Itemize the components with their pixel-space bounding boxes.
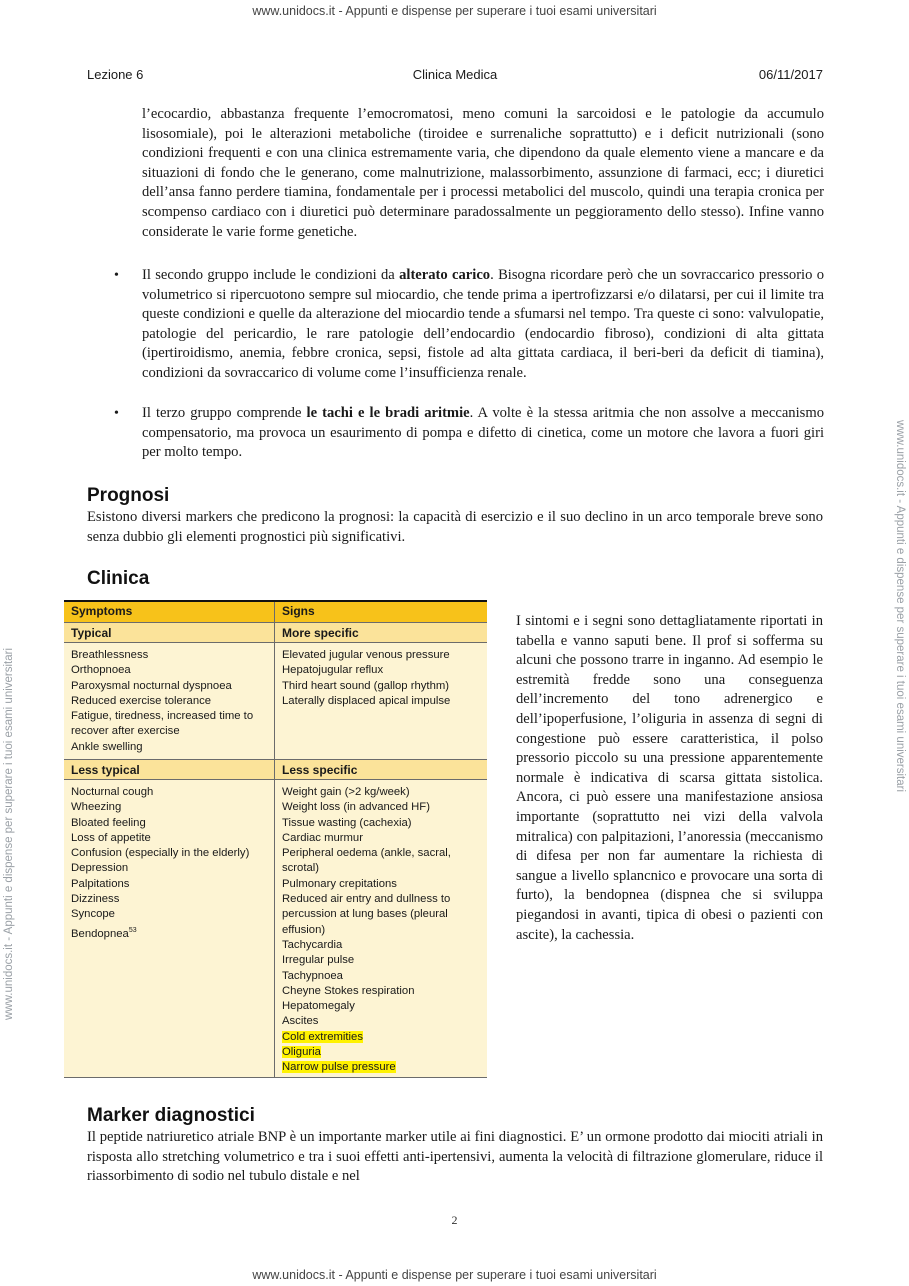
list-item: Weight gain (>2 kg/week) [282,786,410,798]
list-item: Ascites [282,1015,319,1028]
less-typical-list [71,785,268,942]
symptoms-signs-table [64,600,487,1078]
table-bottom-border [64,1077,487,1078]
signs-column [275,602,487,1078]
list-item: Fatigue, tiredness, increased time to recover after exercise [71,710,254,738]
list-item: Orthopnoea [71,664,131,677]
list-item: Irregular pulse [282,954,355,967]
less-typical-subheader: Less typical [64,759,274,780]
bold-term: le tachi e le bradi aritmie [306,405,470,421]
symptoms-header: Symptoms [64,602,274,622]
page-header [87,67,823,85]
bullet-paragraph-alterato-carico: Il secondo gruppo include le condizioni da alterato carico. Bisogna ricordare però che un sovraccarico pressorio o volumetrico si ripercuotono sempre sul miocardio, che tende prima a ipertrofizzarsi e/o dilatarsi, per cui il limite tra queste condizioni e quelle da alterazione del miocardio tende a sfumarsi nel tempo. Tra queste ci sono: valvulopatie, patologie del pericardio, le rare patologie dell’endocardio (endocardio fibroso), condizioni di alta gittata (ipertiroidismo, anemia, febbre cronica, sepsi, fistole ad alta gittata cardiaca, il beri-beri da deficit di tiamina), condizioni da sovraccarico di volume come l’insufficienza renale. [142,267,825,381]
typical-list [71,648,268,755]
right-side-watermark: www.unidocs.it - Appunti e dispense per superare i tuoi esami universitari [894,420,906,793]
page-number: 2 [451,1213,458,1227]
list-item: Hepatojugular reflux [282,664,384,677]
footnote-ref: 53 [128,926,137,934]
section-heading-clinica: Clinica [87,568,150,589]
list-item: Laterally displaced apical impulse [282,694,451,707]
list-item-highlighted: Oliguria [282,1046,321,1059]
list-item: Peripheral oedema (ankle, sacral, scrotal) [282,847,451,875]
list-item: Third heart sound (gallop rhythm) [282,679,450,692]
bold-term: alterato carico [399,267,491,283]
list-item: Pulmonary crepitations [282,877,397,890]
header-course: Clinica Medica [412,67,498,82]
list-item: Hepatomegaly [282,1000,355,1013]
signs-header: Signs [275,602,487,622]
list-item: Tachycardia [282,938,343,951]
less-specific-subheader: Less specific [275,759,487,780]
list-item: Nocturnal cough [71,786,154,798]
section-heading-marker: Marker diagnostici [87,1105,255,1126]
bottom-watermark-banner: www.unidocs.it - Appunti e dispense per superare i tuoi esami universitari [252,1268,657,1282]
clinica-side-paragraph: I sintomi e i segni sono dettagliatamente riportati in tabella e vanno saputi bene. Il prof si sofferma su alcuni che possono trarre in inganno. Ad esempio le estremità fredde sono una conseguenza dell’incremento del tono adrenergico e dell’ipoperfusione, l’oliguria in assenza di segni di congestione può essere caratteristica, il polso pressorio piccolo su una pressione apparentemente normale è indicativa di scarsa gittata sistolica. Ancora, ci può essere una manifestazione ansiosa importante (soprattutto nei vizi della valvola mitralica) con palpitazioni, l’anoressia (meccanismo di difesa per non far aumentare la richiesta di sangue a livello splancnico e provocare una sorta di furto), la bendopnea (dispnea che si sviluppa piegandosi in avanti, tipica di obesi o pazienti con ascite), la cachessia. [516,613,823,943]
list-item: Tachypnoea [282,969,343,982]
list-item: Reduced air entry and dullness to percussion at lung bases (pleural effusion) [282,893,451,936]
list-item: Confusion (especially in the elderly) [71,847,250,860]
list-item-highlighted: Narrow pulse pressure [282,1061,396,1074]
list-item: Breathlessness [71,649,149,661]
list-item: Loss of appetite [71,831,151,844]
list-item: Bloated feeling [71,816,146,829]
marker-paragraph: Il peptide natriuretico atriale BNP è un importante marker utile ai fini diagnostici. E’ un ormone prodotto dai miociti atriali in risposta allo stretching volumetrico e tra i suoi effetti anti-ipertensivi, aumenta la velocità di filtrazione glomerulare, riduce il riassorbimento di sodio nel tubulo distale e nel [87,1129,823,1185]
more-specific-list [282,648,481,709]
intro-paragraph: l’ecocardio, abbastanza frequente l’emocromatosi, meno comuni la sarcoidosi e le patologie da accumulo lisosomiale), poi le alterazioni metaboliche (tiroidee e surrenaliche soprattutto) e i deficit nutrizionali (sono condizioni frequenti e con una clinica estremamente varia, che dipendono da quale elemento viene a mancare e da situazioni di fondo che le generano, come malnutrizione, malassorbimento, assunzione di farmaci, ecc; i diuretici dell’ansa fanno perdere tiamina, fondamentale per i processi metabolici del muscolo, quindi una terapia cronica per scompenso cardiaco con i diuretici può determinare paradossalmente un peggioramento dello stesso). Infine vanno considerate le varie forme genetiche. [142,106,824,240]
header-lesson: Lezione 6 [87,67,144,82]
section-heading-prognosi: Prognosi [87,485,170,506]
left-side-watermark: www.unidocs.it - Appunti e dispense per superare i tuoi esami universitari [3,647,15,1020]
list-item: Syncope [71,908,115,921]
list-item: Tissue wasting (cachexia) [282,816,412,829]
bullet-paragraph-aritmie: Il terzo gruppo comprende le tachi e le bradi aritmie. A volte è la stessa aritmia che non assolve a meccanismo compensatorio, ma provoca un esaurimento di pompa e difetto di cinetica, come un motore che lavora a fuori giri per molto tempo. [142,405,824,461]
bullet-marker: • [114,406,119,421]
list-item: Ankle swelling [71,740,143,753]
bullet-marker: • [114,268,119,283]
list-item: Cardiac murmur [282,831,363,844]
list-item: Elevated jugular venous pressure [282,649,450,661]
symptoms-column [64,602,275,1078]
list-item: Bendopnea$^{53}$ [71,926,137,940]
list-item: Dizziness [71,893,120,906]
more-specific-subheader: More specific [275,622,487,643]
list-item: Wheezing [71,801,122,814]
less-specific-list [282,785,481,1076]
list-item: Cheyne Stokes respiration [282,984,415,997]
header-date: 06/11/2017 [758,67,823,82]
top-watermark-banner: www.unidocs.it - Appunti e dispense per superare i tuoi esami universitari [252,4,657,18]
typical-subheader: Typical [64,622,274,643]
list-item: Palpitations [71,877,130,890]
list-item-highlighted: Cold extremities [282,1030,363,1043]
list-item: Depression [71,862,129,875]
list-item: Weight loss (in advanced HF) [282,801,430,814]
prognosi-paragraph: Esistono diversi markers che predicono la prognosi: la capacità di esercizio e il suo declino in un arco temporale breve sono senza dubbio gli elementi prognostici più significativi. [87,509,823,545]
list-item: Reduced exercise tolerance [71,694,212,707]
list-item: Paroxysmal nocturnal dyspnoea [71,679,232,692]
